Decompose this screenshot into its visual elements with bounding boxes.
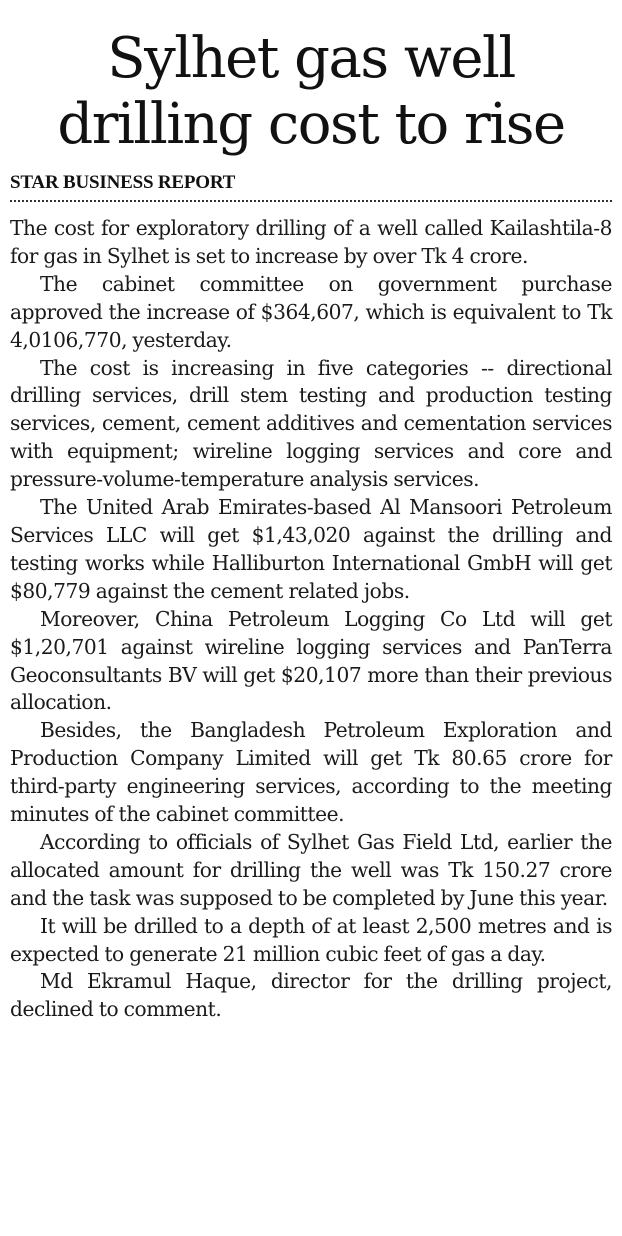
paragraph-8: It will be drilled to a depth of at least 2,500 metres and is expected to generate 21 million cubic feet of gas a day. <box>10 913 612 966</box>
paragraph-5: Moreover, China Petroleum Logging Co Ltd will get $1,20,701 against wireline logging services and PanTerra Geoconsultants BV will get $20,107 more than their previous allocation. <box>10 606 612 715</box>
headline-line-2: drilling cost to rise <box>57 92 565 157</box>
byline: STAR BUSINESS REPORT <box>10 172 236 193</box>
paragraph-3: The cost is increasing in five categories -- directional drilling services, drill stem testing and production testing services, cement, cement additives and cementation services with equipment; wireline logging services and core and pressure-volume-temperature analysis services. <box>10 355 612 492</box>
paragraph-1: The cost for exploratory drilling of a well called Kailashtila-8 for gas in Sylhet is set to increase by over Tk 4 crore. <box>10 216 612 268</box>
paragraph-4: The United Arab Emirates-based Al Mansoori Petroleum Services LLC will get $1,43,020 against the drilling and testing works while Halliburton International GmbH will get $80,779 against the cement related jobs. <box>10 495 612 603</box>
news-article <box>10 0 612 1024</box>
article-body <box>10 215 612 1024</box>
headline-line-1: Sylhet gas well <box>107 26 515 91</box>
paragraph-6: Besides, the Bangladesh Petroleum Exploration and Production Company Limited will get Tk 80.65 crore for third-party engineering services, according to the meeting minutes of the cabinet committee. <box>10 718 612 827</box>
headline <box>10 0 612 158</box>
paragraph-2: The cabinet committee on government purchase approved the increase of $364,607, which is equivalent to Tk 4,0106,770, yesterday. <box>10 271 612 352</box>
paragraph-9: Md Ekramul Haque, director for the drilling project, declined to comment. <box>10 969 612 1022</box>
dotted-divider <box>10 200 612 202</box>
paragraph-7: According to officials of Sylhet Gas Field Ltd, earlier the allocated amount for drilling the well was Tk 150.27 crore and the task was supposed to be completed by June this year. <box>10 829 612 910</box>
